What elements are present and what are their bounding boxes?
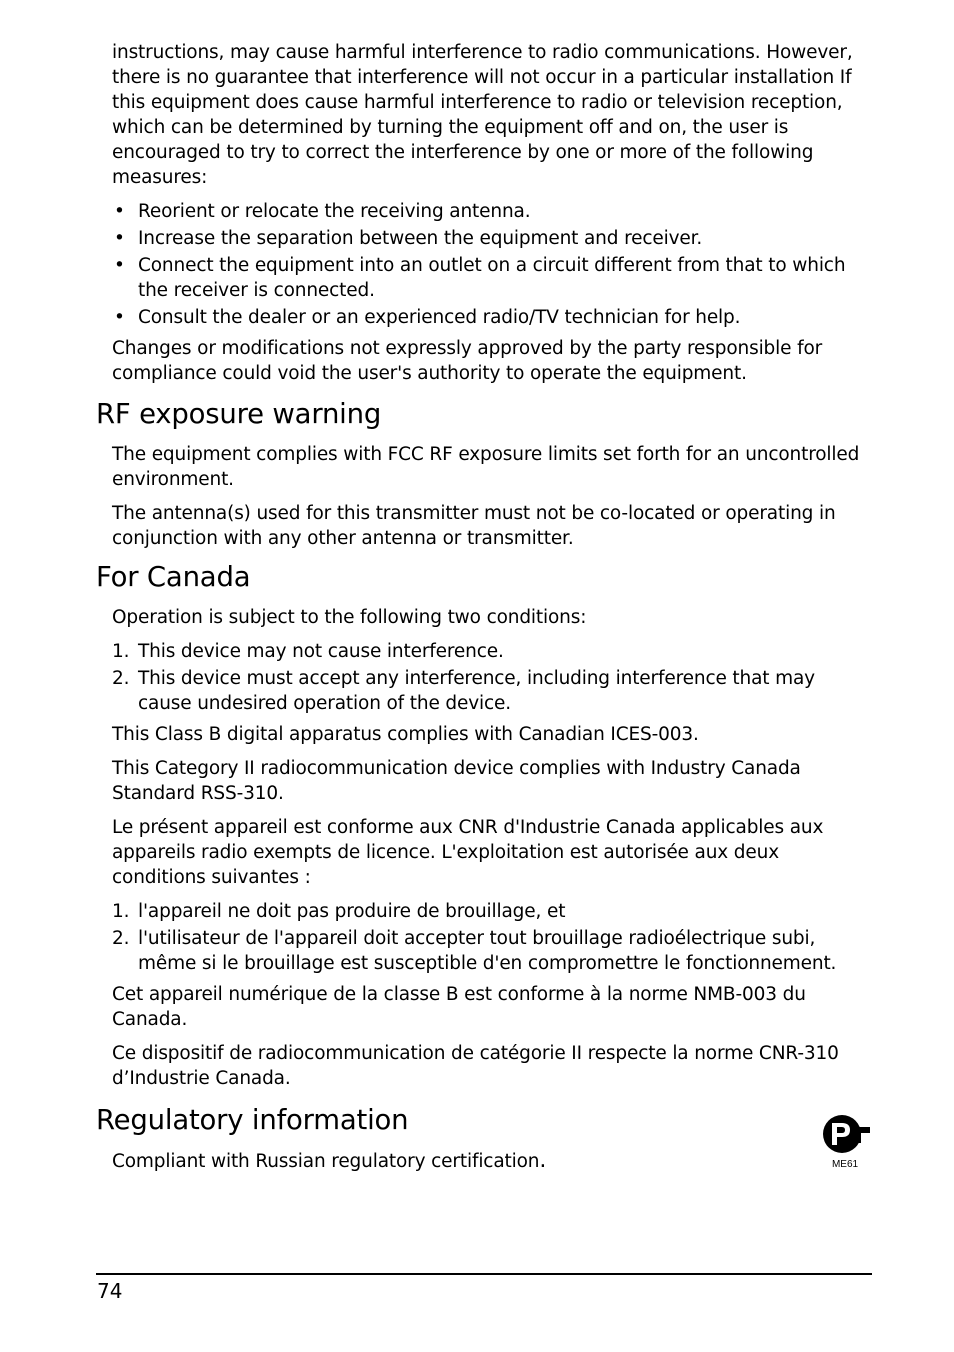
list-number: 1.: [112, 901, 130, 922]
rostest-certification-logo: [818, 1112, 872, 1174]
regulatory-sentence: Compliant with Russian regulatory certification: [112, 1151, 540, 1172]
rf-heading: RF exposure warning: [96, 398, 382, 430]
rf-section: [112, 442, 872, 551]
rf-paragraph-2: The antenna(s) used for this transmitter must not be co-located or operating in conjunction with any other antenna or transmitter.: [112, 503, 836, 549]
list-item: • Reorient or relocate the receiving antenna.: [112, 199, 872, 224]
regulatory-heading: Regulatory information: [96, 1104, 409, 1136]
fr-conditions-list: [112, 899, 872, 976]
logo-label: ME61: [831, 1159, 859, 1170]
list-text: This device must accept any interference, including interference that may cause undesired operation of the device.: [138, 668, 815, 714]
intro-section: [112, 40, 872, 386]
class-b-paragraph: This Class B digital apparatus complies with Canadian ICES-003.: [112, 724, 699, 745]
changes-paragraph: Changes or modifications not expressly approved by the party responsible for compliance could void the user's authority to operate the equipment.: [112, 338, 823, 384]
list-text: l'utilisateur de l'appareil doit accepter tout brouillage radioélectrique subi, même si le brouillage est susceptible d'en compromettre le fonctionnement.: [138, 928, 837, 974]
regulatory-text: [112, 1148, 792, 1174]
list-item: • Increase the separation between the equipment and receiver.: [112, 226, 872, 251]
list-number: 1.: [112, 641, 130, 662]
canada-conditions-list: [112, 639, 872, 716]
footer-divider: [96, 1273, 872, 1275]
canada-heading: For Canada: [96, 561, 251, 593]
list-number: 2.: [112, 668, 130, 689]
list-item: [112, 899, 872, 924]
rf-paragraph-1: The equipment complies with FCC RF exposure limits set forth for an uncontrolled environment.: [112, 444, 860, 490]
fr-intro-paragraph: Le présent appareil est conforme aux CNR d'Industrie Canada applicables aux appareils radio exempts de licence. L'exploitation est autorisée aux deux conditions suivantes :: [112, 817, 824, 888]
list-number: 2.: [112, 928, 130, 949]
measures-list: [112, 199, 872, 330]
list-item: [112, 639, 872, 664]
regulatory-period: .: [539, 1148, 547, 1173]
fr-category-paragraph: Ce dispositif de radiocommunication de catégorie II respecte la norme CNR-310 d’Industrie Canada.: [112, 1043, 839, 1089]
canada-intro: Operation is subject to the following two conditions:: [112, 607, 587, 628]
pct-mark-icon: [818, 1112, 872, 1158]
list-item: • Connect the equipment into an outlet on a circuit different from that to which the receiver is connected.: [112, 253, 872, 303]
fr-class-b-paragraph: Cet appareil numérique de la classe B est conforme à la norme NMB-003 du Canada.: [112, 984, 806, 1030]
canada-section: [112, 605, 872, 1091]
list-text: This device may not cause interference.: [138, 641, 504, 662]
list-item: • Consult the dealer or an experienced radio/TV technician for help.: [112, 305, 872, 330]
page-number: 74: [97, 1279, 123, 1303]
list-text: l'appareil ne doit pas produire de brouillage, et: [138, 901, 566, 922]
list-item: [112, 666, 872, 716]
intro-paragraph: instructions, may cause harmful interference to radio communications. However, there is no guarantee that interference will not occur in a particular installation If this equipment does cause harmful interference to radio or television reception, which can be determined by turning the equipment off and on, the user is encouraged to try to correct the interference by one or more of the following measures:: [112, 42, 853, 188]
regulatory-section: [112, 1148, 792, 1174]
list-item: [112, 926, 872, 976]
category-paragraph: This Category II radiocommunication device complies with Industry Canada Standard RSS-310.: [112, 758, 801, 804]
